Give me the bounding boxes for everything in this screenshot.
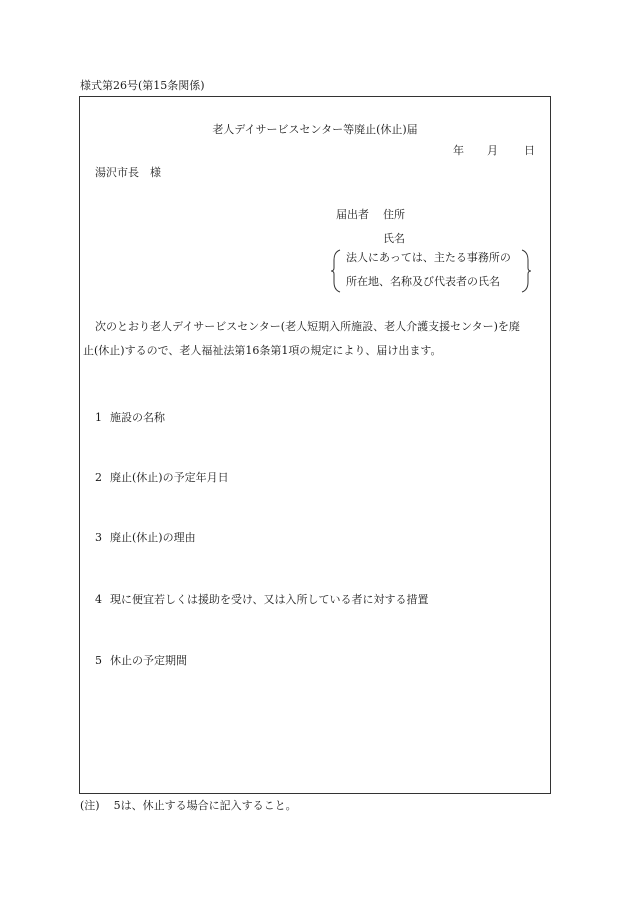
left-bracket-icon — [330, 248, 342, 294]
item-text: 現に便宜若しくは援助を受け、又は入所している者に対する措置 — [110, 593, 429, 606]
form-title: 老人デイサービスセンター等廃止(休止)届 — [212, 123, 418, 136]
list-item — [95, 532, 196, 543]
list-item — [95, 655, 187, 666]
footnote — [80, 800, 297, 811]
item-text: 休止の予定期間 — [110, 654, 187, 667]
corporate-note-line2: 所在地、名称及び代表者の氏名 — [346, 275, 500, 288]
reporter-label: 届出者 — [336, 208, 369, 221]
item-text: 施設の名称 — [110, 411, 165, 424]
addressee: 湯沢市長 様 — [95, 166, 161, 179]
item-number: 3 — [95, 531, 102, 544]
date-year-label: 年 — [453, 144, 464, 157]
body-text-line1: 次のとおり老人デイサービスセンター(老人短期入所施設、老人介護支援センター)を廃 — [95, 320, 520, 333]
form-number-label: 様式第26号(第15条関係) — [80, 79, 205, 92]
footnote-text: 5は、休止する場合に記入すること。 — [113, 799, 297, 812]
date-day-label: 日 — [524, 144, 535, 157]
item-text: 廃止(休止)の予定年月日 — [110, 471, 229, 484]
right-bracket-icon — [520, 248, 532, 294]
item-number: 5 — [95, 654, 102, 667]
footnote-label: (注) — [80, 799, 100, 812]
item-text: 廃止(休止)の理由 — [110, 531, 196, 544]
item-number: 2 — [95, 471, 102, 484]
list-item — [95, 412, 165, 423]
corporate-note-line1: 法人にあっては、主たる事務所の — [346, 251, 511, 264]
item-number: 1 — [95, 411, 102, 424]
address-label: 住所 — [383, 208, 405, 221]
list-item — [95, 594, 429, 605]
list-item — [95, 472, 229, 483]
name-label: 氏名 — [383, 232, 405, 245]
form-frame — [79, 96, 551, 794]
item-number: 4 — [95, 593, 102, 606]
body-text-line2: 止(休止)するので、老人福祉法第16条第1項の規定により、届け出ます。 — [83, 344, 442, 357]
date-month-label: 月 — [487, 144, 498, 157]
